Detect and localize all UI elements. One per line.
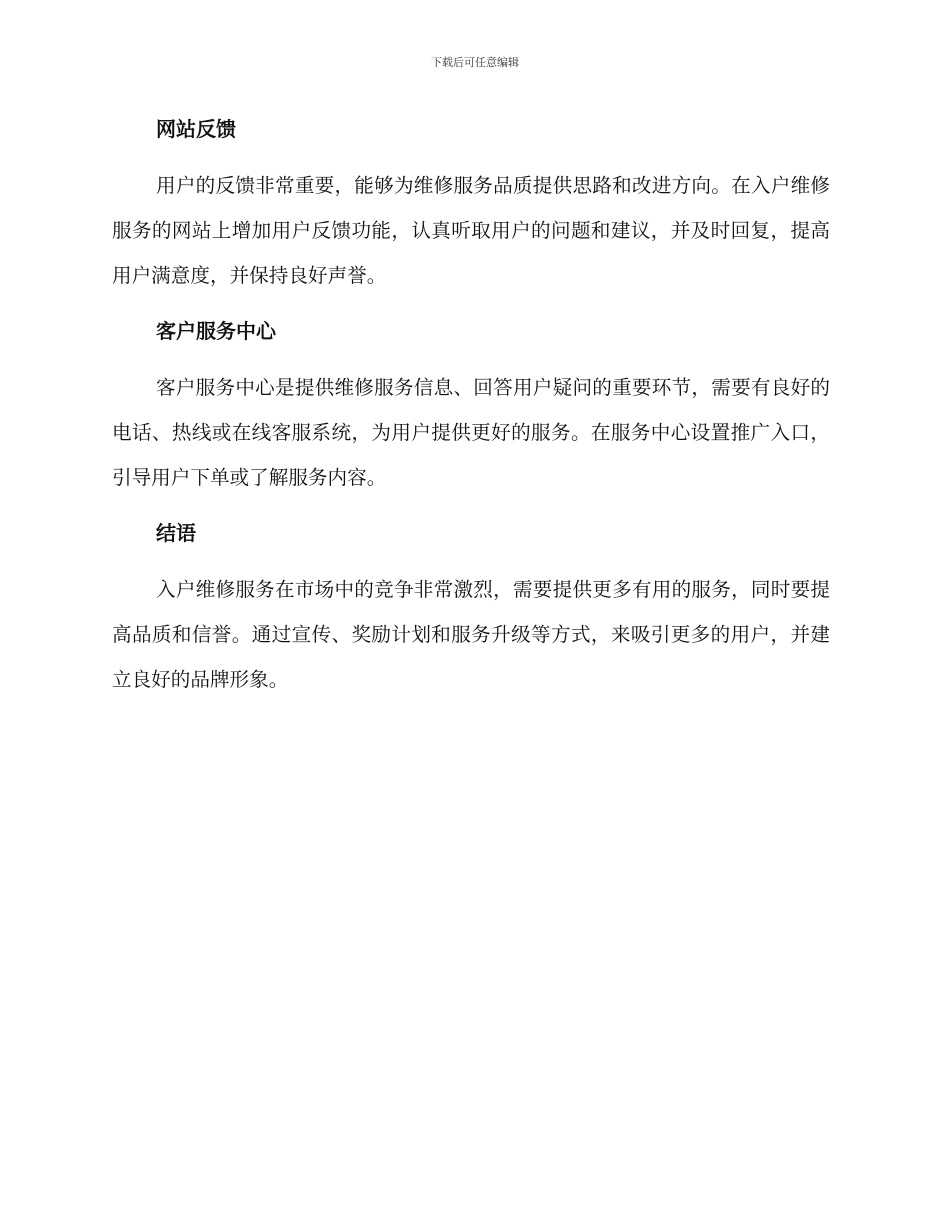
section-paragraph-website-feedback: 用户的反馈非常重要，能够为维修服务品质提供思路和改进方向。在入户维修服务的网站上增加用户反馈功能，认真听取用户的问题和建议，并及时回复，提高用户满意度，并保持良好声誉。 — [112, 174, 830, 287]
document-body — [112, 112, 830, 702]
section-paragraph-customer-service-center: 客户服务中心是提供维修服务信息、回答用户疑问的重要环节，需要有良好的电话、热线或在线客服系统，为用户提供更好的服务。在服务中心设置推广入口，引导用户下单或了解服务内容。 — [112, 376, 830, 489]
section-heading-customer-service-center: 客户服务中心 — [156, 319, 276, 343]
section-heading-conclusion: 结语 — [156, 521, 196, 545]
page-header-note: 下载后可任意编辑 — [431, 56, 519, 69]
section-paragraph-conclusion: 入户维修服务在市场中的竞争非常激烈，需要提供更多有用的服务，同时要提高品质和信誉。通过宣传、奖励计划和服务升级等方式，来吸引更多的用户，并建立良好的品牌形象。 — [112, 578, 830, 691]
section-heading-website-feedback: 网站反馈 — [156, 117, 236, 141]
